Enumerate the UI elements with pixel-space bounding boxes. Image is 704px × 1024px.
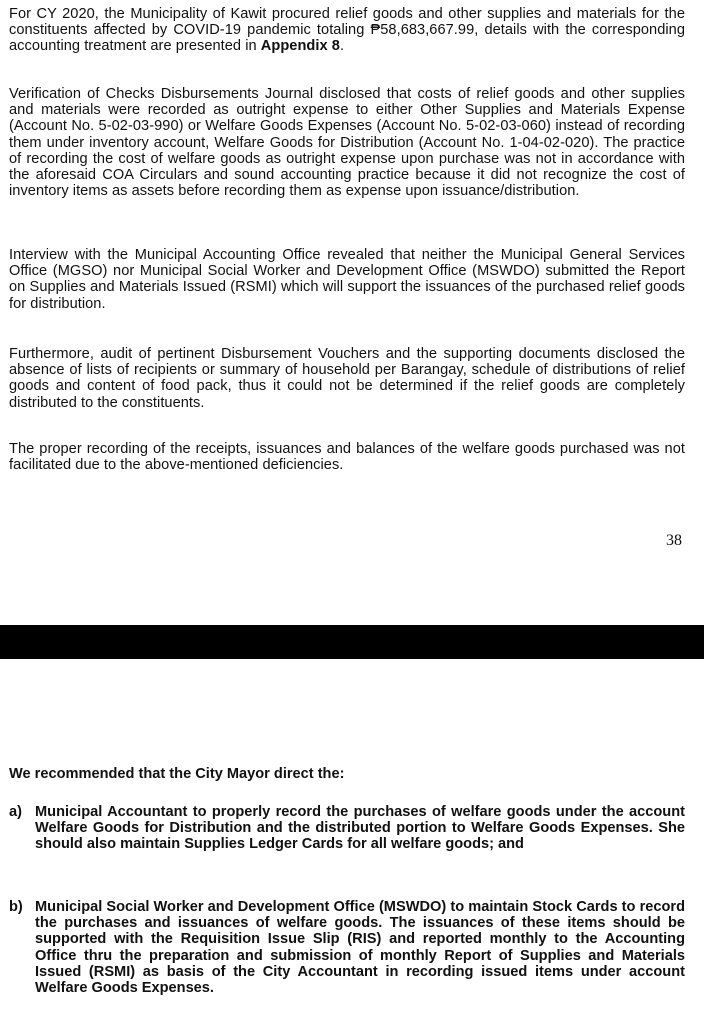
item-marker: b) — [9, 899, 23, 915]
item-text: Municipal Social Worker and Development Office (MSWDO) to maintain Stock Cards to record the purchases and issuances of welfare goods. The issuances of these items should be supported with the Requisition Issue Slip (RIS) and reported monthly to the Accounting Office thru the preparation and submission of monthly Report of Supplies and Materials Issued (RSMI) as basis of the City Accountant in recording issued items under account Welfare Goods Expenses. — [35, 899, 685, 997]
item-text: Municipal Accountant to properly record the purchases of welfare goods under the account Welfare Goods for Distribution and the distributed portion to Welfare Goods Expenses. She should also maintain Supplies Ledger Cards for all welfare goods; and — [35, 804, 685, 853]
recommendation-item — [9, 899, 685, 996]
paragraph-conclusion: The proper recording of the receipts, issuances and balances of the welfare goods purchased was not facilitated due to the above-mentioned deficiencies. — [9, 441, 685, 474]
page-divider — [0, 625, 704, 659]
recommendation-intro: We recommended that the City Mayor direct the: — [9, 766, 345, 782]
appendix-reference: Appendix 8 — [260, 38, 340, 55]
paragraph-interview: Interview with the Municipal Accounting Office revealed that neither the Municipal General Services Office (MGSO) nor Municipal Social Worker and Development Office (MSWDO) submitted the Report on Supplies and Materials Issued (RSMI) which will support the issuances of the purchased relief goods for distribution. — [9, 247, 685, 312]
recommendation-item — [9, 804, 685, 853]
page-number: 38 — [666, 532, 682, 549]
paragraph-procurement — [9, 6, 685, 55]
paragraph-verification: Verification of Checks Disbursements Journal disclosed that costs of relief goods and other supplies and materials were recorded as outright expense to either Other Supplies and Materials Expense (Account No. 5-02-03-990) or Welfare Goods Expenses (Account No. 5-02-03-060) instead of recording them under inventory account, Welfare Goods for Distribution (Account No. 1-04-02-020). The practice of recording the cost of welfare goods as outright expense upon purchase was not in accordance with the aforesaid COA Circulars and sound accounting practice because it did not recognize the cost of inventory items as assets before recording them as expense upon issuance/distribution. — [9, 86, 685, 200]
paragraph-procurement-text: For CY 2020, the Municipality of Kawit procured relief goods and other supplies and materials for the constituents affected by COVID-19 pandemic totaling ₱58,683,667.99, details with the corresponding accounting treatment are presented in — [9, 6, 685, 55]
item-marker: a) — [9, 804, 22, 820]
paragraph-procurement-end: . — [339, 38, 345, 55]
paragraph-audit: Furthermore, audit of pertinent Disbursement Vouchers and the supporting documents disclosed the absence of lists of recipients or summary of household per Barangay, schedule of distributions of relief goods and content of food pack, thus it could not be determined if the relief goods are completely distributed to the constituents. — [9, 346, 685, 411]
